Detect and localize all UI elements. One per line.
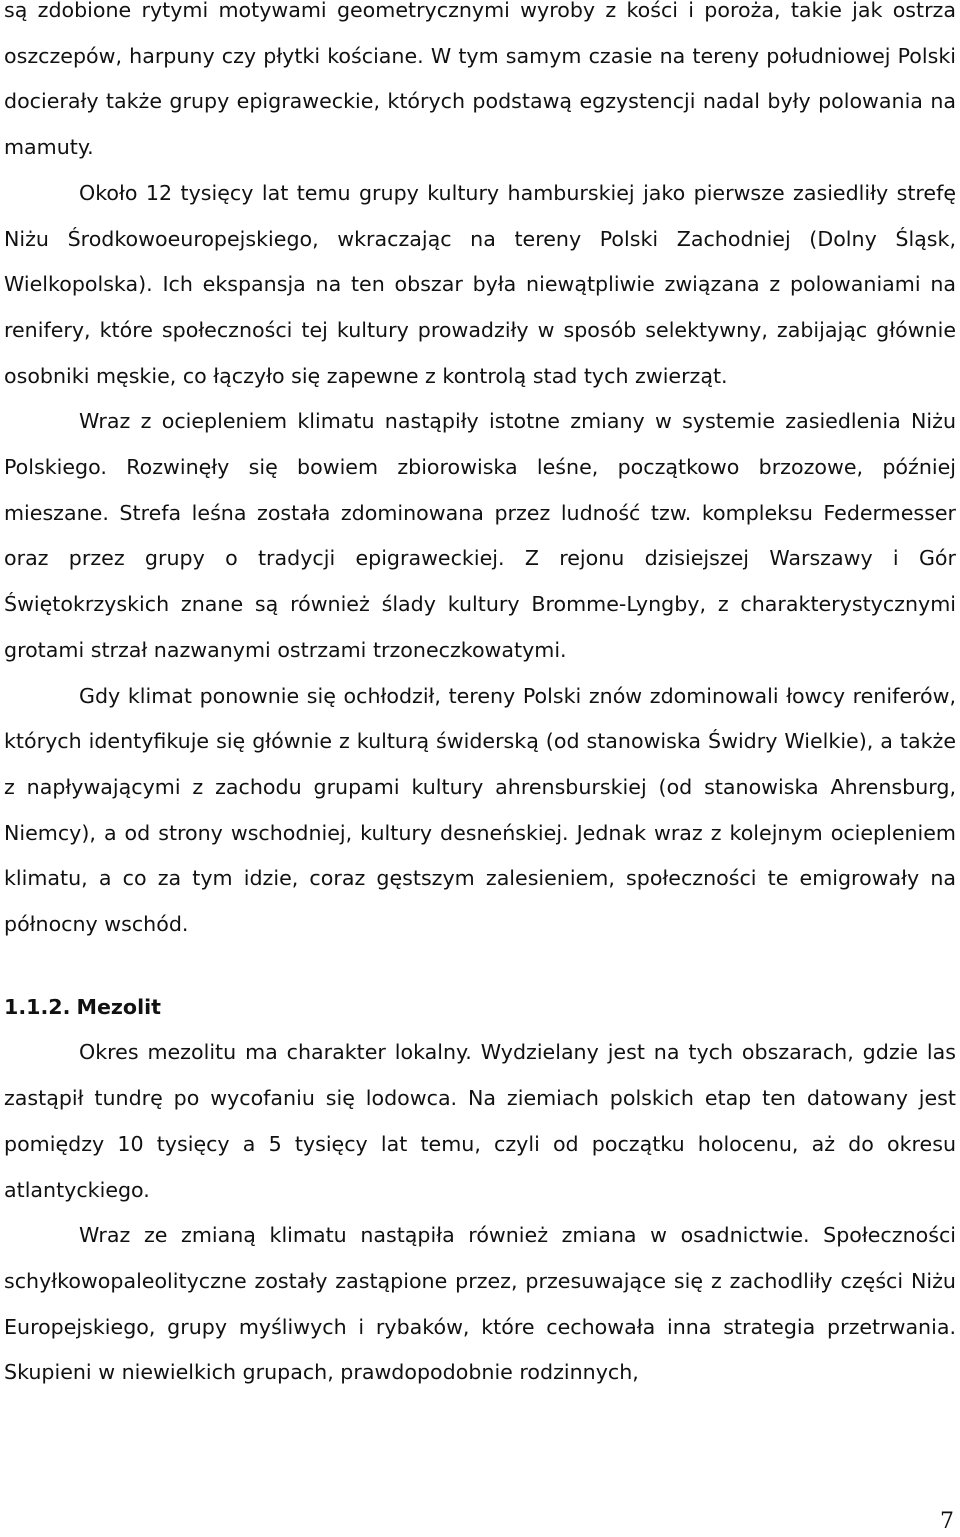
paragraph-climate-warming: Wraz z ociepleniem klimatu nastąpiły istotne zmiany w systemie zasiedlenia Niżu Polskiego. Rozwinęły się bowiem zbiorowiska leśne, początkowo brzozowe, później mieszane. Strefa leśna została zdominowana przez ludność tzw. kompleksu Federmesser oraz przez grupy o tradycji epigraweckiej. Z rejonu dzisiejszej Warszawy i Gór Świętokrzyskich znane są również ślady kultury Bromme-Lyngby, z charakterystycznymi grotami strzał nazwanymi ostrzami trzoneczkowatymi.: [4, 409, 956, 662]
document-page: [4, 0, 956, 1396]
paragraph-hamburg-culture: Około 12 tysięcy lat temu grupy kultury hamburskiej jako pierwsze zasiedliły strefę Niżu Środkowoeuropejskiego, wkraczając na tereny Polski Zachodniej (Dolny Śląsk, Wielkopolska). Ich ekspansja na ten obszar była niewątpliwie związana z polowaniami na renifery, które społeczności tej kultury prowadziły w sposób selektywny, zabijając głównie osobniki męskie, co łączyło się zapewne z kontrolą stad tych zwierząt.: [4, 180, 956, 388]
section-number: 1.1.2.: [4, 994, 71, 1019]
paragraph-mesolithic-intro: Okres mezolitu ma charakter lokalny. Wydzielany jest na tych obszarach, gdzie las zastąpił tundrę po wycofaniu się lodowca. Na ziemiach polskich etap ten datowany jest pomiędzy 10 tysięcy a 5 tysięcy lat temu, czyli od początku holocenu, aż do okresu atlantyckiego.: [4, 1040, 956, 1202]
paragraph-reindeer-hunters: Gdy klimat ponownie się ochłodził, tereny Polski znów zdominowali łowcy reniferów, których identyfikuje się głównie z kulturą świderską (od stanowiska Świdry Wielkie), a także z napływającymi z zachodu grupami kultury ahrensburskiej (od stanowiska Ahrensburg, Niemcy), a od strony wschodniej, kultury desneńskiej. Jednak wraz z kolejnym ociepleniem klimatu, a co za tym idzie, coraz gęstszym zalesieniem, społeczności te emigrowały na północny wschód.: [4, 683, 956, 937]
section-heading: [4, 985, 956, 1031]
paragraph-continuation: są zdobione rytymi motywami geometrycznymi wyroby z kości i poroża, takie jak ostrza oszczepów, harpuny czy płytki kościane. W tym samym czasie na tereny południowej Polski docierały także grupy epigraweckie, których podstawą egzystencji nadal były polowania na mamuty.: [4, 0, 956, 160]
paragraph-settlement-change: Wraz ze zmianą klimatu nastąpiła również zmiana w osadnictwie. Społeczności schyłkowopaleolityczne zostały zastąpione przez, przesuwające się z zachodliły części Niżu Europejskiego, grupy myśliwych i rybaków, które cechowała inna strategia przetrwania. Skupieni w niewielkich grupach, prawdopodobnie rodzinnych,: [4, 1223, 956, 1385]
section-title: Mezolit: [76, 994, 162, 1019]
page-number: 7: [940, 1509, 954, 1534]
